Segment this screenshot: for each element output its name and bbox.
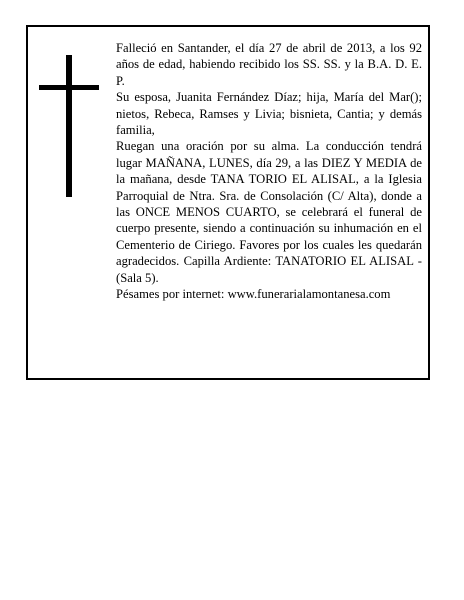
family-list: Su esposa, Juanita Fernández Díaz; hija, María del Mar(); nietos, Rebeca, Ramses y Livia; bisnieta, Cantia; y demás familia, [116,90,422,138]
death-announcement: Falleció en Santander, el día 27 de abril de 2013, a los 92 años de edad, habiendo recibido los SS. SS. y la B.A. D. E. P. [116,41,422,88]
cross-vertical-bar [66,55,72,197]
obituary-text [116,40,422,303]
cross-horizontal-bar [39,85,99,90]
obituary-notice [26,25,430,380]
funeral-details: Ruegan una oración por su alma. La conducción tendrá lugar MAÑANA, LUNES, día 29, a las DIEZ Y MEDIA de la mañana, desde TANA TORIO EL ALISAL, a la Iglesia Parroquial de Ntra. Sra. de Consolación (C/ Alta), donde a las ONCE MENOS CUARTO, se celebrará el funeral de cuerpo presente, siendo a continuación su inhumación en el Cementerio de Ciriego. Favores por los cuales les quedarán agradecidos. Capilla Ardiente: TANATORIO EL ALISAL - (Sala 5). [116,139,422,285]
condolences-website: Pésames por internet: www.funerarialamontanesa.com [116,287,391,302]
